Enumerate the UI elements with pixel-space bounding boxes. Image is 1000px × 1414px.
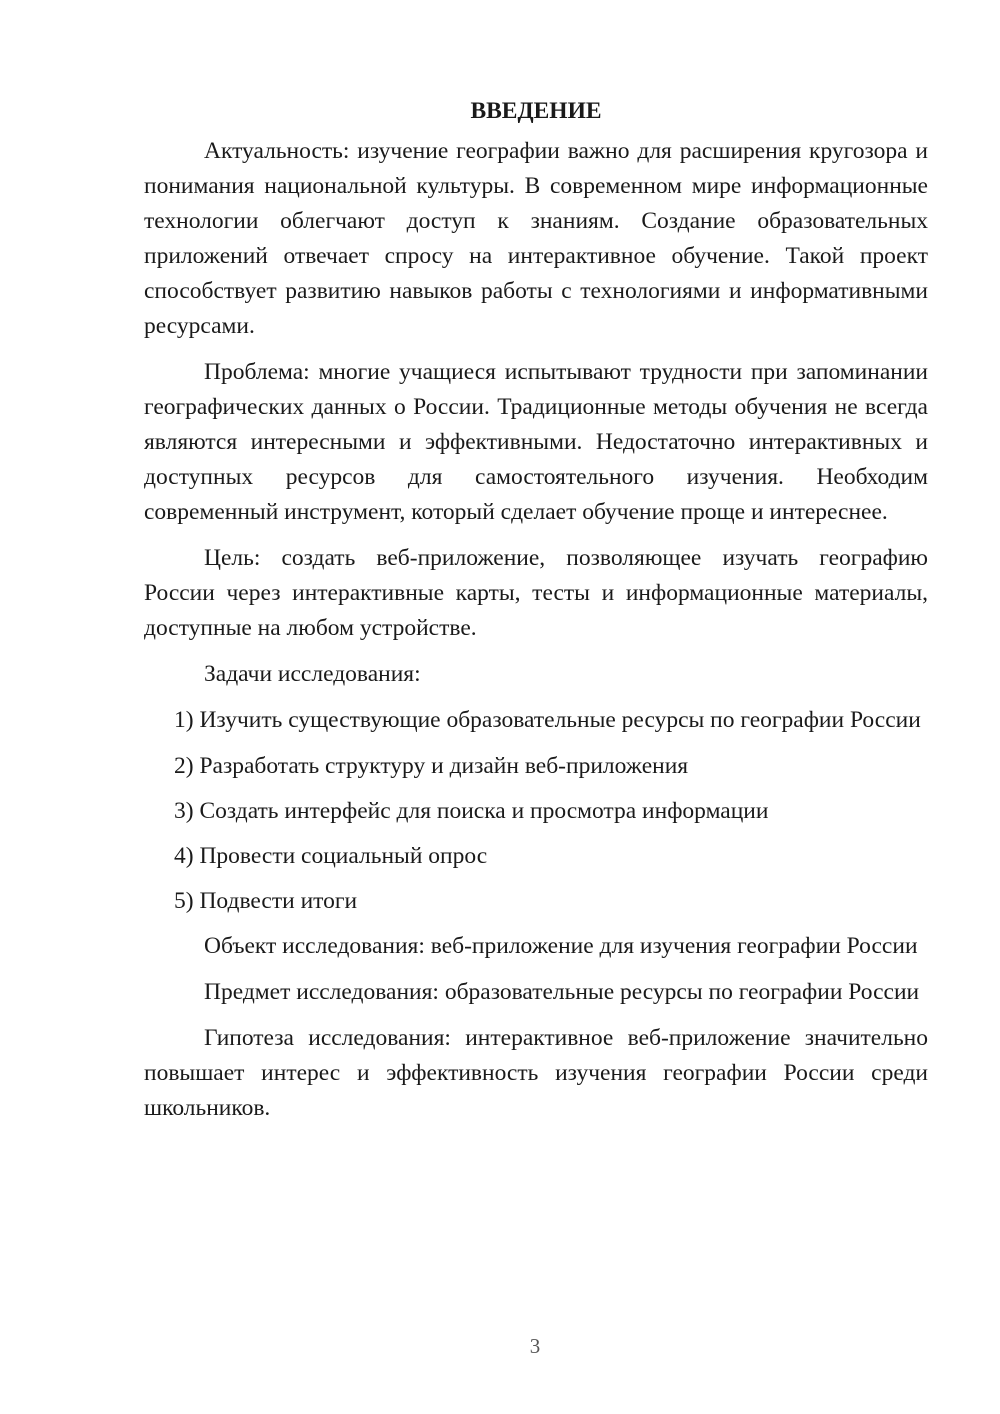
page-number: 3 [529, 1334, 541, 1358]
problem-paragraph: Проблема: многие учащиеся испытывают трудности при запоминании географических данных о России. Традиционные методы обучения не всегда являются интересными и эффективными. Недостаточно интерактивных и доступных ресурсов для самостоятельного изучения. Необходим современный инструмент, который сделает обучение проще и интереснее. [144, 359, 928, 525]
research-object-paragraph: Объект исследования: веб-приложение для изучения географии России [204, 933, 918, 959]
list-item: 3) Создать интерфейс для поиска и просмотра информации [174, 798, 769, 824]
page-content [144, 94, 928, 1137]
tasks-list [144, 703, 928, 919]
page-title: ВВЕДЕНИЕ [470, 98, 602, 124]
research-hypothesis-paragraph: Гипотеза исследования: интерактивное веб-приложение значительно повышает интерес и эффективность изучения географии России среди школьников. [144, 1025, 928, 1121]
research-subject-paragraph: Предмет исследования: образовательные ресурсы по географии России [204, 979, 920, 1005]
list-item: 2) Разработать структуру и дизайн веб-приложения [174, 753, 689, 779]
list-item: 5) Подвести итоги [174, 888, 358, 914]
tasks-intro: Задачи исследования: [204, 661, 421, 687]
relevance-paragraph: Актуальность: изучение географии важно для расширения кругозора и понимания национальной культуры. В современном мире информационные технологии облегчают доступ к знаниям. Создание образовательных приложений отвечает спросу на интерактивное обучение. Такой проект способствует развитию навыков работы с технологиями и информативными ресурсами. [144, 138, 928, 339]
list-item: 4) Провести социальный опрос [174, 843, 488, 869]
list-item: 1) Изучить существующие образовательные ресурсы по географии России [174, 707, 921, 733]
goal-paragraph: Цель: создать веб-приложение, позволяющее изучать географию России через интерактивные карты, тесты и информационные материалы, доступные на любом устройстве. [144, 545, 928, 641]
